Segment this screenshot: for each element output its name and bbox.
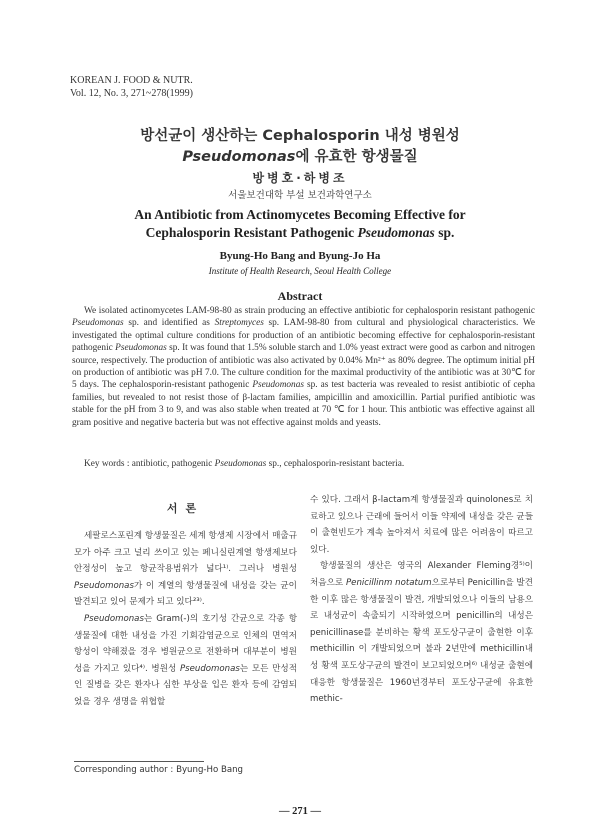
intro-paragraph-2 — [74, 611, 297, 711]
section-heading-intro: 서론 — [166, 502, 205, 515]
left-column-text — [74, 528, 297, 711]
intro-italic: Pseudomonas — [74, 580, 134, 591]
intro-italic: Penicillinm notatum — [345, 577, 432, 588]
intro-text: 는 Gram(-)의 호기성 간균으로 각종 항생물질에 대한 내성을 가진 기회감염균으로 인체의 면역저항성이 약해졌을 경우 병원균으로 전환하며 대부분이 병원성을 가지고 있다⁴⁾. 병원성 — [74, 613, 297, 674]
intro-text: 세팔로스포린계 항생물질은 세계 항생제 시장에서 매출규모가 아주 크고 널리 쓰이고 있는 페니실린계열 항생제보다 안정성이 높고 항균작용범위가 넓다¹⁾. 그러나 병원성 — [74, 531, 297, 575]
korean-title-rest: 에 유효한 항생물질 — [295, 149, 418, 165]
footnote-divider — [74, 761, 204, 762]
abstract-paragraph — [72, 305, 535, 429]
intro-paragraph-1 — [74, 528, 297, 611]
abstract-text: We isolated actinomycetes LAM-98-80 as strain producing an effective antibiotic for cephalosporin resistant pathogenic — [84, 306, 535, 316]
corresponding-author-footnote: Corresponding author : Byung-Ho Bang — [74, 765, 244, 775]
abstract-text: sp. and identified as — [123, 318, 215, 329]
keywords-rest: sp., cephalosporin-resistant bacteria. — [266, 459, 405, 469]
abstract-heading: Abstract — [277, 289, 323, 303]
intro-text: 으로부터 Penicillin을 발견한 이후 많은 항생물질이 발견, 개발되었으나 이들의 남용으로 내성균이 속출되기 시작하였으며 penicillin의 내성은 penicillinase를 분비하는 황색 포도상구균이 출현한 이후 methicillin 이 개발되었으며 불과 2년만에 methicillin내성 황색 포도상구균의 발견이 보고되었으며⁶⁾ 내성균 출현에 대응한 항생물질은 1960년경부터 포도상구균에 유효한 methic- — [310, 577, 533, 705]
abstract-body — [72, 305, 535, 429]
intro-italic: Pseudomonas — [84, 613, 144, 624]
intro-text: 수 있다. 그래서 β-lactam계 항생물질과 quinolones로 치료하고 있으나 근래에 들어서 이들 약제에 내성을 갖은 균들이 출현빈도가 계속 높아져서 치료에 많은 어려움이 따르고 있다. — [310, 495, 533, 555]
intro-paragraph-3 — [310, 492, 533, 558]
english-title-part-a: Cephalosporin Resistant Pathogenic — [145, 225, 358, 240]
english-authors: Byung-Ho Bang and Byung-Jo Ha — [219, 250, 381, 262]
right-column-text — [310, 492, 533, 708]
abstract-text: sp. LAM-98-80 from cultural and physiological characteristics. We investigated the optimal culture conditions for production of an antibiotic becoming effective for cephalosporin-resistant pathogenic — [72, 318, 535, 354]
korean-title-line1: 방선균이 생산하는 Cephalosporin 내성 병원성 — [140, 128, 460, 144]
korean-title-genus: Pseudomonas — [182, 149, 296, 165]
intro-text: 항생물질의 생산은 영국의 Alexander Fleming경⁵⁾이 처음으로 — [310, 561, 533, 588]
page-number: — 271 — — [279, 806, 321, 817]
intro-italic: Pseudomonas — [179, 663, 240, 674]
keywords-label: Key words : antibiotic, pathogenic — [84, 459, 215, 469]
journal-name: KOREAN J. FOOD & NUTR. — [70, 75, 193, 86]
intro-text: 가 이 계열의 항생물질에 내성을 갖는 균이 발견되고 있어 문제가 되고 있다²³⁾. — [74, 580, 297, 608]
abstract-italic: Pseudomonas — [252, 380, 304, 391]
english-title-part-b: sp. — [434, 225, 455, 240]
abstract-text: sp. It was found that 1.5% soluble starch and 1.0% yeast extract were good as carbon and nitrogen source, respectively. The production of antibiotic was also activated by 0.04% Mn²⁺ as 80% degree. The optimum initial pH on production of antibiotic was pH 7.0. The culture condition for the maximal productivity of the antibiotic was at 30℃ for 5 days. The cephalosporin-resistant pathogenic — [72, 343, 535, 391]
korean-authors: 방병호·하병조 — [252, 171, 348, 185]
abstract-text: sp. as test bacteria was revealed to resist antibiotic of cepha families, but revealed to not resist those of β-lactam families, ampicillin and amoxicillin. Partial purified antibiotic was stable for the pH from 3 to 9, and was also stable when treated at 70 ℃ for 1 hour. This antbiotic was effective against all gram positive and negative bacteria but was not effective against molds and yeasts. — [72, 380, 535, 428]
keywords — [84, 458, 534, 470]
korean-title-line2 — [0, 145, 600, 166]
intro-text: 는 모든 만성적인 질병을 갖은 환자나 심한 부상을 입은 환자 등에 감염되었을 경우 생명을 위협할 — [74, 663, 297, 707]
english-title-line1: An Antibiotic from Actinomycetes Becoming Effective for — [134, 207, 466, 222]
english-title-genus: Pseudomonas — [357, 225, 435, 240]
intro-paragraph-4 — [310, 558, 533, 707]
keywords-italic: Pseudomonas — [214, 459, 267, 469]
journal-citation — [70, 74, 193, 100]
english-affiliation: Institute of Health Research, Seoul Health College — [208, 266, 392, 276]
abstract-italic: Pseudomonas — [72, 318, 124, 329]
journal-volume: Vol. 12, No. 3, 271~278(1999) — [70, 88, 194, 99]
abstract-italic: Pseudomonas — [115, 343, 167, 354]
korean-affiliation: 서울보건대학 부설 보건과학연구소 — [228, 190, 372, 201]
abstract-italic: Streptomyces — [214, 318, 264, 329]
english-title-line2 — [0, 225, 600, 241]
